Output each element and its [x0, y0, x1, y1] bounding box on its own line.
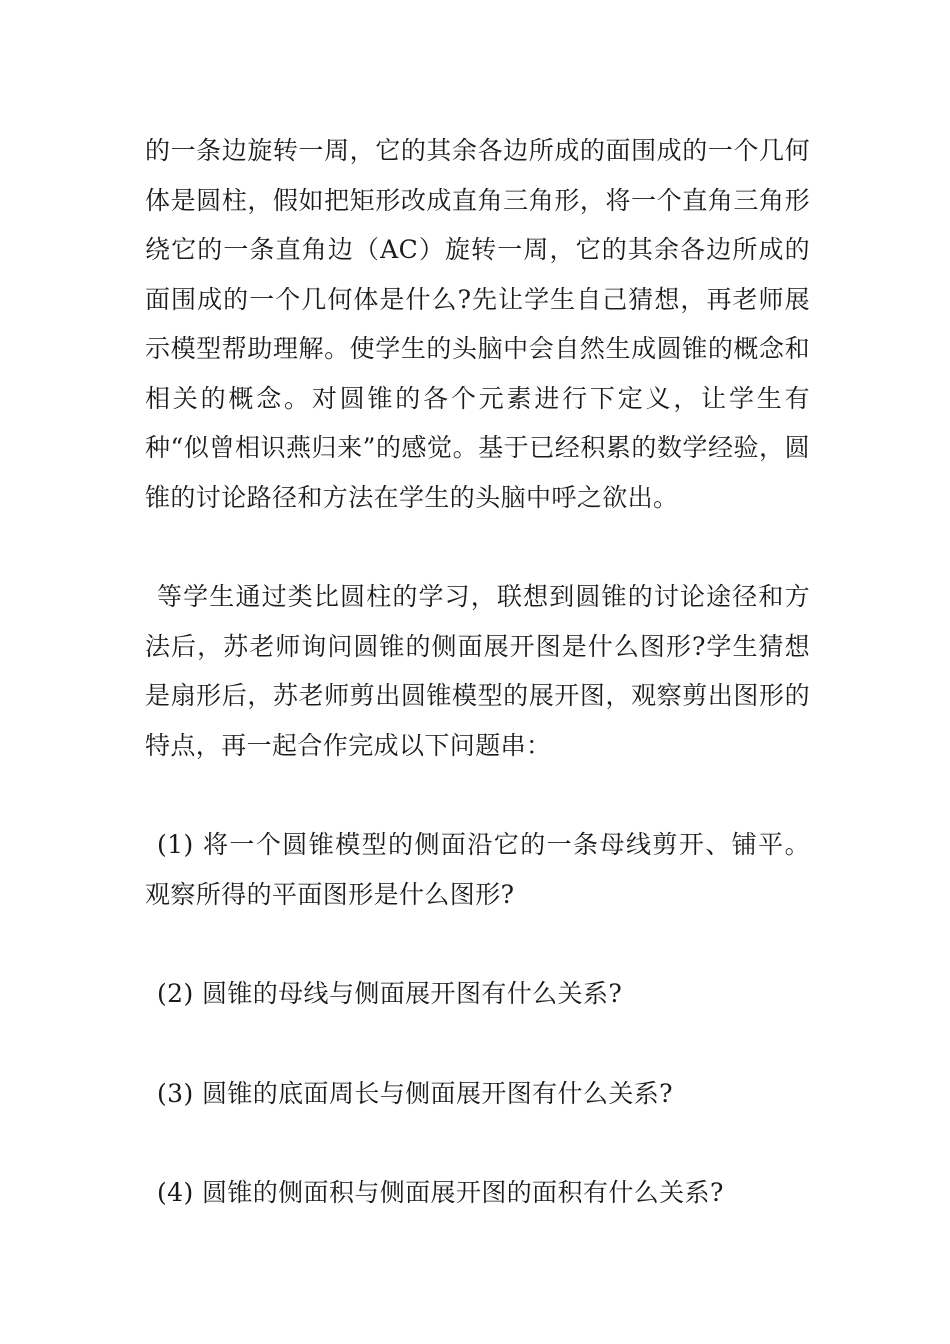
- document-page: [145, 126, 810, 1218]
- paragraph-cone-intro: 的一条边旋转一周，它的其余各边所成的面围成的一个几何体是圆柱，假如把矩形改成直角三角形，将一个直角三角形绕它的一条直角边（AC）旋转一周，它的其余各边所成的面围成的一个几何体是什么?先让学生自己猜想，再老师展示模型帮助理解。使学生的头脑中会自然生成圆锥的概念和相关的概念。对圆锥的各个元素进行下定义，让学生有种“似曾相识燕归来”的感觉。基于已经积累的数学经验，圆锥的讨论路径和方法在学生的头脑中呼之欲出。: [145, 136, 810, 512]
- question-3: (3) 圆锥的底面周长与侧面展开图有什么关系?: [157, 1078, 673, 1108]
- question-2: (2) 圆锥的母线与侧面展开图有什么关系?: [157, 979, 623, 1008]
- question-4: (4) 圆锥的侧面积与侧面展开图的面积有什么关系?: [157, 1178, 724, 1207]
- question-1: (1) 将一个圆锥模型的侧面沿它的一条母线剪开、铺平。观察所得的平面图形是什么图形?: [145, 830, 810, 909]
- paragraph-lateral-unfolding: 等学生通过类比圆柱的学习，联想到圆锥的讨论途径和方法后，苏老师询问圆锥的侧面展开图是什么图形?学生猜想是扇形后，苏老师剪出圆锥模型的展开图，观察剪出图形的特点，再一起合作完成以下问题串：: [145, 582, 810, 760]
